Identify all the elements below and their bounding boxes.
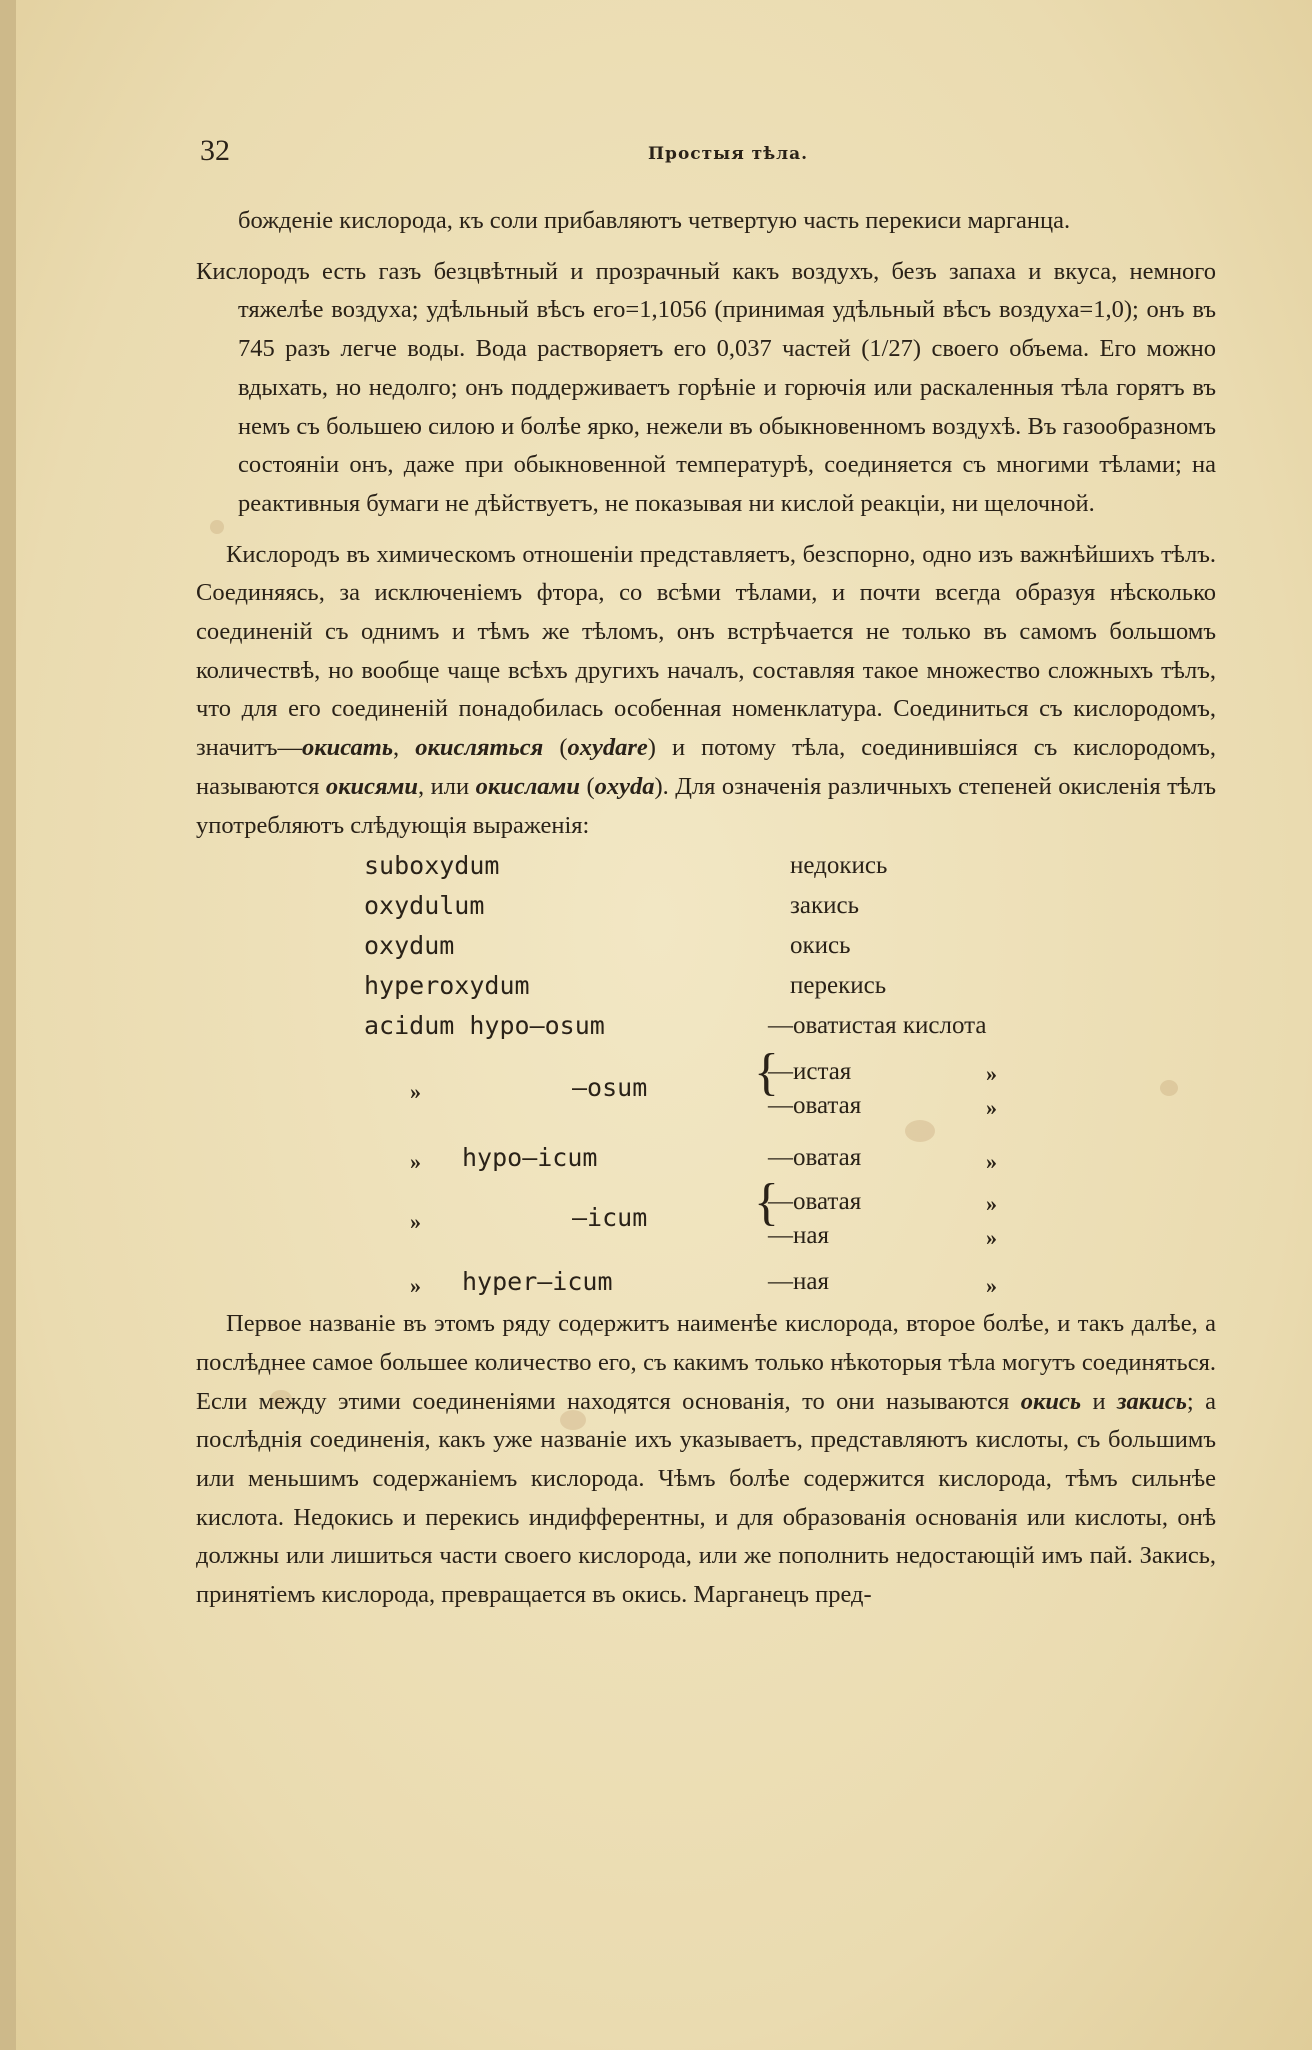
table-row [196, 967, 1216, 1007]
latin-term: oxydulum [364, 891, 485, 921]
italic-term: окись [1020, 1387, 1082, 1415]
russian-term: —оватая [768, 1092, 862, 1120]
latin-term: suboxydum [364, 851, 500, 881]
latin-term: hypo—icum [462, 1143, 598, 1173]
text-run: , или [418, 772, 476, 800]
running-head: Простыя тѣла. [648, 144, 809, 164]
text-run: , [393, 734, 416, 762]
table-row [196, 1263, 1216, 1303]
ditto-mark: » [986, 1191, 997, 1217]
page-edge [0, 0, 16, 2050]
latin-term: —osum [572, 1073, 648, 1103]
italic-term: oxyda [594, 772, 655, 800]
table-row [196, 1139, 1216, 1179]
russian-term: перекись [790, 972, 887, 1000]
ditto-mark: » [986, 1061, 997, 1087]
italic-term: oxydare [567, 734, 648, 762]
paragraph-oxygen-properties: Кислородъ есть газъ безцвѣтный и прозрачный какъ воздухъ, безъ запаха и вкуса, немного тяжелѣе воздуха; удѣльный вѣсъ его=1,1056 (принимая удѣльный вѣсъ воздуха=1,0); онъ въ 745 разъ легче воды. Вода растворяетъ его 0,037 частей (1/27) своего объема. Его можно вдыхать, но недолго; онъ поддерживаетъ горѣніе и горючія или раскаленныя тѣла горятъ въ немъ съ большею силою и болѣе ярко, нежели въ обыкновенномъ воздухѣ. Въ газообразномъ состояніи онъ, даже при обыкновенной температурѣ, соединяется съ многими тѣлами; на реактивныя бумаги не дѣйствуетъ, не показывая ни кислой реакціи, ни щелочной. [196, 257, 1216, 517]
table-row [196, 847, 1216, 887]
text-run: ; а послѣднія соединенія, какъ уже названіе ихъ указываетъ, представляютъ кислоты, съ большимъ или меньшимъ содержаніемъ кислорода. Чѣмъ болѣе содержится кислорода, тѣмъ сильнѣе кислота. Недокись и перекись индифферентны, и для образованія основанія или кислоты, онѣ должны или лишиться части своего кислорода, или же пополнить недостающій имъ пай. Закись, принятіемъ кислорода, превращается въ окись. Марганецъ пред- [196, 1387, 1216, 1609]
russian-term: —истая [768, 1058, 852, 1086]
ditto-mark: » [986, 1225, 997, 1251]
russian-term: окись [790, 932, 851, 960]
ditto-mark: » [986, 1273, 997, 1299]
italic-term: окисями [325, 772, 419, 800]
latin-term: hyper—icum [462, 1267, 613, 1297]
ditto-mark: » [410, 1079, 421, 1105]
ditto-mark: » [410, 1209, 421, 1235]
page-body [196, 202, 1216, 1615]
text-run: и [1081, 1387, 1117, 1415]
latin-term: acidum hypo—osum [364, 1011, 605, 1041]
intro-continuation: божденіе кислорода, къ соли прибавляютъ четвертую часть перекиси марганца. [238, 207, 1071, 234]
text-run: ) и потому тѣла, соединившіяся съ кислородомъ, называются [196, 734, 1216, 800]
nomenclature-table [196, 845, 1216, 1301]
russian-term: —оватистая кислота [768, 1012, 987, 1040]
russian-term: —оватая [768, 1144, 862, 1172]
paragraph-oxygen-chemistry [196, 536, 1216, 846]
table-row [196, 1044, 1216, 1133]
text-run: ( [579, 772, 595, 800]
page-number: 32 [200, 134, 230, 167]
russian-term: —оватая [768, 1188, 862, 1216]
italic-term: закись [1116, 1387, 1187, 1415]
page-header [200, 134, 1200, 174]
russian-term: закись [790, 892, 859, 920]
paragraph-oxide-naming [196, 1305, 1216, 1615]
russian-term: —ная [768, 1222, 829, 1250]
russian-term: —ная [768, 1268, 829, 1296]
latin-term: oxydum [364, 931, 455, 961]
text-run: ( [543, 734, 568, 762]
italic-term: окислами [475, 772, 580, 800]
latin-term: —icum [572, 1203, 648, 1233]
russian-term: недокись [790, 852, 888, 880]
ditto-mark: » [410, 1273, 421, 1299]
brace-glyph: { [754, 1044, 779, 1102]
ditto-mark: » [986, 1149, 997, 1175]
table-row [196, 887, 1216, 927]
brace-glyph: { [754, 1174, 779, 1232]
latin-term: hyperoxydum [364, 971, 530, 1001]
table-row [196, 1007, 1216, 1047]
italic-term: окисать [302, 734, 394, 762]
text-run: ). Для означенія различныхъ степеней окисленія тѣлъ употребляютъ слѣдующія выраженія: [196, 772, 1216, 839]
text-run: Первое названіе въ этомъ ряду содержитъ наименѣе кислорода, второе болѣе, и такъ далѣе, а послѣднее самое большее количество его, съ какимъ только нѣкоторыя тѣла могутъ соединяться. Если между этими соединеніями находятся основанія, то они называются [196, 1310, 1216, 1415]
italic-term: окисляться [415, 734, 544, 762]
ditto-mark: » [986, 1095, 997, 1121]
ditto-mark: » [410, 1149, 421, 1175]
text-run: Кислородъ въ химическомъ отношеніи представляетъ, безспорно, одно изъ важнѣйшихъ тѣлъ. Соединяясь, за исключеніемъ фтора, со всѣми тѣлами, и почти всегда образуя нѣсколько соединеній съ однимъ и тѣмъ же тѣломъ, онъ встрѣчается не только въ самомъ большомъ количествѣ, но вообще чаще всѣхъ другихъ началъ, составляя такое множество сложныхъ тѣлъ, что для его соединеній понадобилась особенная номенклатура. Соединиться съ кислородомъ, значитъ— [196, 540, 1216, 762]
table-row [196, 927, 1216, 967]
table-row [196, 1174, 1216, 1263]
